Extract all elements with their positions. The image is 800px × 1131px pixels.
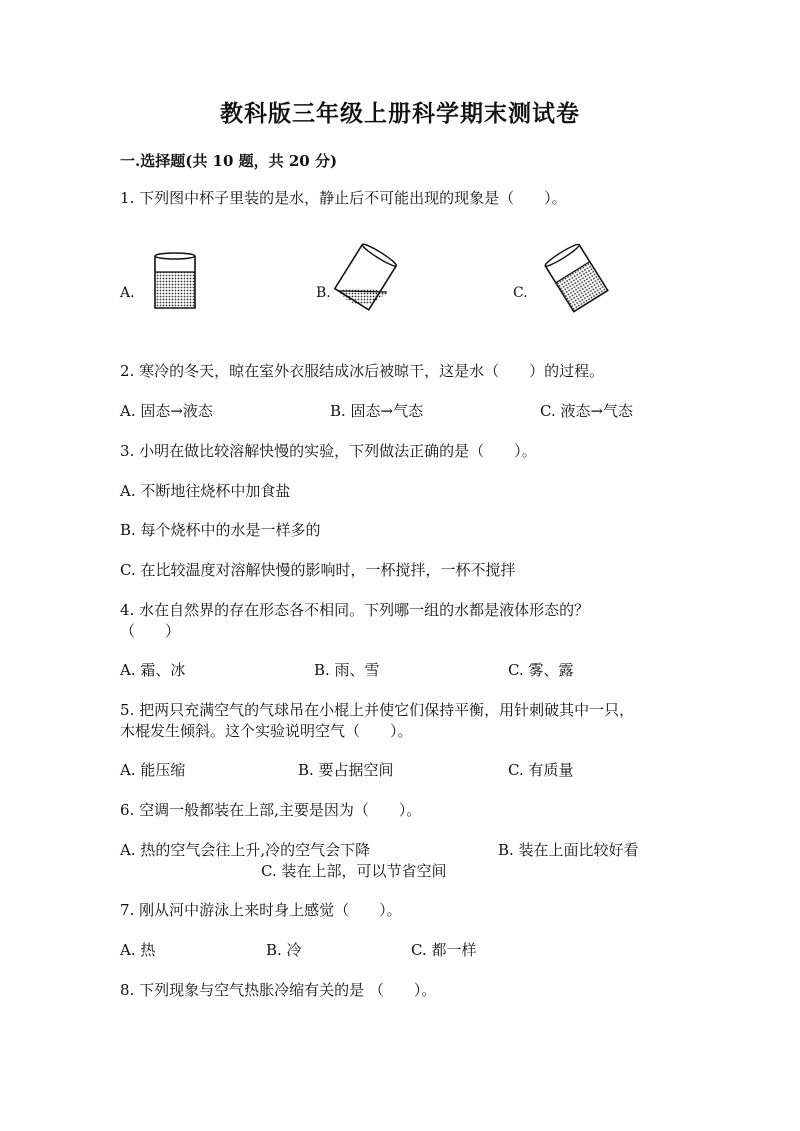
question-3: 3. 小明在做比较溶解快慢的实验，下列做法正确的是（ ）。 xyxy=(120,442,537,460)
q3-option-b: B. 每个烧杯中的水是一样多的 xyxy=(120,521,321,539)
q5-option-b: B. 要占据空间 xyxy=(298,761,394,779)
q6-option-a: A. 热的空气会往上升,冷的空气会下降 xyxy=(120,841,371,859)
q5-option-a: A. 能压缩 xyxy=(120,761,186,779)
q6-option-c: C. 装在上部，可以节省空间 xyxy=(261,862,447,880)
page-title: 教科版三年级上册科学期末测试卷 xyxy=(220,100,580,127)
tilted-cup-slanted-water-icon xyxy=(542,247,612,311)
q3-option-a: A. 不断地往烧杯中加食盐 xyxy=(120,482,291,500)
question-8: 8. 下列现象与空气热胀冷缩有关的是 （ ）。 xyxy=(120,981,437,999)
question-7: 7. 刚从河中游泳上来时身上感觉（ ）。 xyxy=(120,901,402,919)
section-heading: 一.选择题(共 10 题，共 20 分) xyxy=(120,152,338,170)
q4-option-b: B. 雨、雪 xyxy=(314,661,380,679)
q1-option-b-label: B. xyxy=(316,285,331,301)
q4-option-a: A. 霜、冰 xyxy=(120,661,186,679)
q7-option-b: B. 冷 xyxy=(266,941,302,959)
question-2: 2. 寒冷的冬天，晾在室外衣服结成冰后被晾干，这是水（ ）的过程。 xyxy=(120,362,605,380)
upright-cup-water-icon xyxy=(150,250,200,312)
question-4-line-1: 4. 水在自然界的存在形态各不相同。下列哪一组的水都是液体形态的？ xyxy=(120,601,590,619)
question-5-line-2: 木棍发生倾斜。这个实验说明空气（ ）。 xyxy=(120,722,413,740)
q7-option-a: A. 热 xyxy=(120,941,156,959)
q7-option-c: C. 都一样 xyxy=(411,941,477,959)
q6-option-b: B. 装在上面比较好看 xyxy=(498,841,639,859)
q2-option-b: B. 固态→气态 xyxy=(330,402,424,420)
q2-option-c: C. 液态→气态 xyxy=(540,402,634,420)
question-6: 6. 空调一般都装在上部,主要是因为（ ）。 xyxy=(120,801,422,819)
tilted-cup-level-water-icon xyxy=(330,247,400,309)
q1-option-a-label: A. xyxy=(120,285,135,301)
question-4-line-2: （ ） xyxy=(120,622,181,640)
q2-option-a: A. 固态→液态 xyxy=(120,402,213,420)
question-1: 1. 下列图中杯子里装的是水，静止后不可能出现的现象是（ ）。 xyxy=(120,189,567,207)
question-5-line-1: 5. 把两只充满空气的气球吊在小棍上并使它们保持平衡，用针刺破其中一只， xyxy=(120,701,635,719)
q5-option-c: C. 有质量 xyxy=(508,761,574,779)
q1-option-c-label: C. xyxy=(513,285,528,301)
q3-option-c: C. 在比较温度对溶解快慢的影响时，一杯搅拌，一杯不搅拌 xyxy=(120,561,516,579)
q4-option-c: C. 雾、露 xyxy=(508,661,574,679)
